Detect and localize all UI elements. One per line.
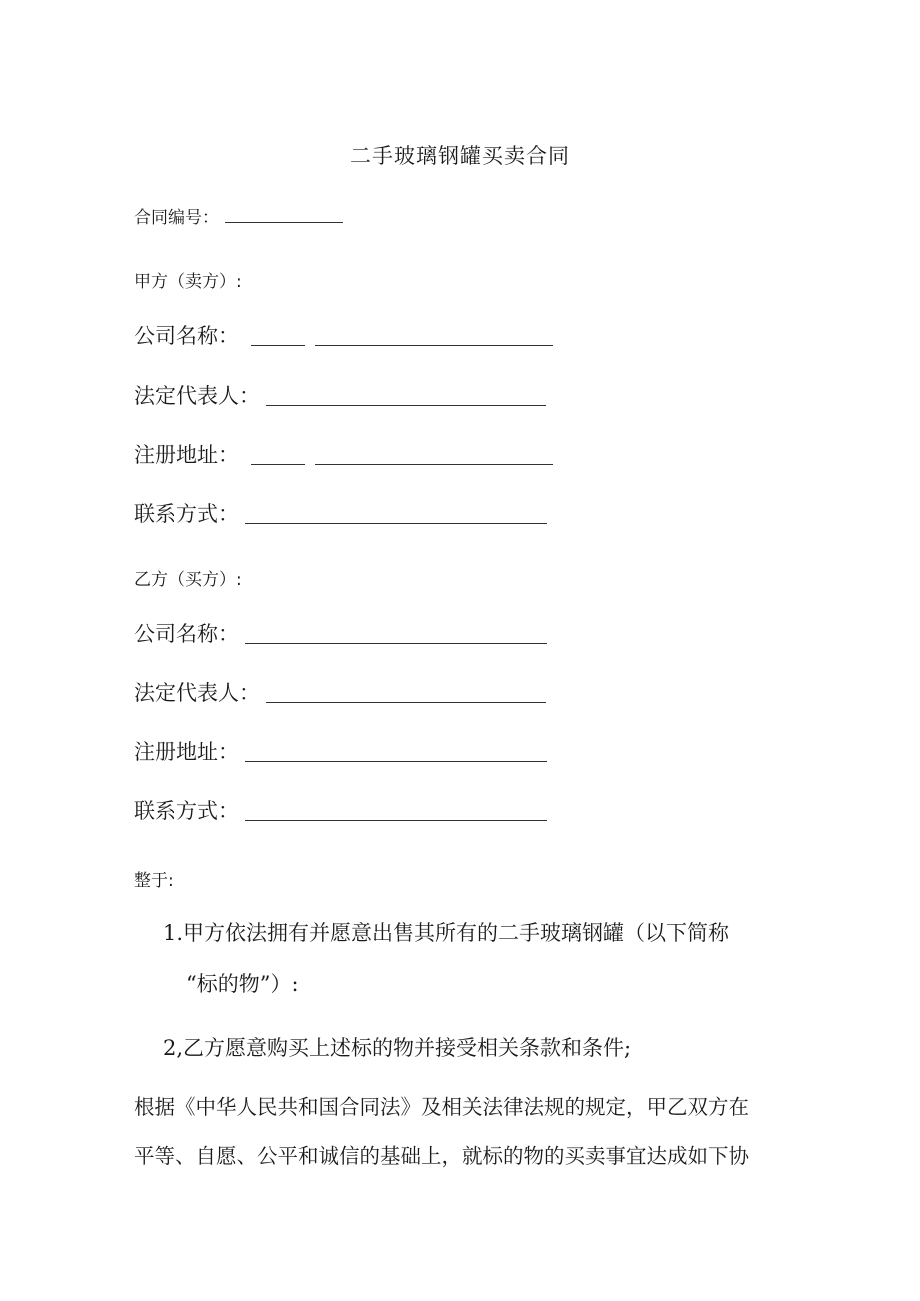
whereas-heading: 整于: [134,871,174,891]
party-a-heading: 甲方（卖方）: [134,272,242,292]
party-b-contact-row [134,795,547,825]
party-a-company-blank-1[interactable] [251,344,305,346]
contract-number-blank[interactable] [225,221,343,223]
party-a-rep-row [134,380,546,410]
clause-2: 2,乙方愿意购买上述标的物并接受相关条款和条件; [163,1036,632,1060]
party-b-address-blank[interactable] [245,760,547,762]
party-b-rep-label: 法定代表人： [134,681,260,705]
party-a-address-blank-1[interactable] [251,463,305,465]
contract-number-row [134,203,343,228]
party-b-contact-label: 联系方式： [134,799,239,823]
contract-number-label: 合同编号： [134,208,219,228]
party-a-rep-blank[interactable] [266,404,546,406]
party-a-company-label: 公司名称： [134,324,239,348]
party-a-address-blank-2[interactable] [315,463,553,465]
clause-1-line-1: 1.甲方依法拥有并愿意出售其所有的二手玻璃钢罐（以下简称 [163,921,730,945]
party-b-company-blank[interactable] [245,642,547,644]
party-a-contact-blank[interactable] [245,522,547,524]
party-a-company-row [134,320,553,350]
party-b-rep-row [134,677,546,707]
party-b-address-label: 注册地址： [134,740,239,764]
party-a-contact-row [134,498,547,528]
document-title: 二手玻璃钢罐买卖合同 [350,144,570,168]
party-b-company-label: 公司名称： [134,622,239,646]
party-a-address-label: 注册地址： [134,443,239,467]
party-b-address-row [134,736,547,766]
body-line-1: 根据《中华人民共和国合同法》及相关法律法规的规定，甲乙双方在 [134,1095,749,1119]
party-b-company-row [134,618,547,648]
party-b-contact-blank[interactable] [245,819,547,821]
body-line-2: 平等、自愿、公平和诚信的基础上，就标的物的买卖事宜达成如下协 [134,1144,749,1168]
party-a-address-row [134,439,553,469]
party-b-heading: 乙方（买方）: [134,570,242,590]
party-a-contact-label: 联系方式： [134,502,239,526]
party-b-rep-blank[interactable] [266,701,546,703]
party-a-company-blank-2[interactable] [315,344,553,346]
party-a-rep-label: 法定代表人： [134,384,260,408]
clause-1-line-2: “标的物”）: [186,972,299,996]
